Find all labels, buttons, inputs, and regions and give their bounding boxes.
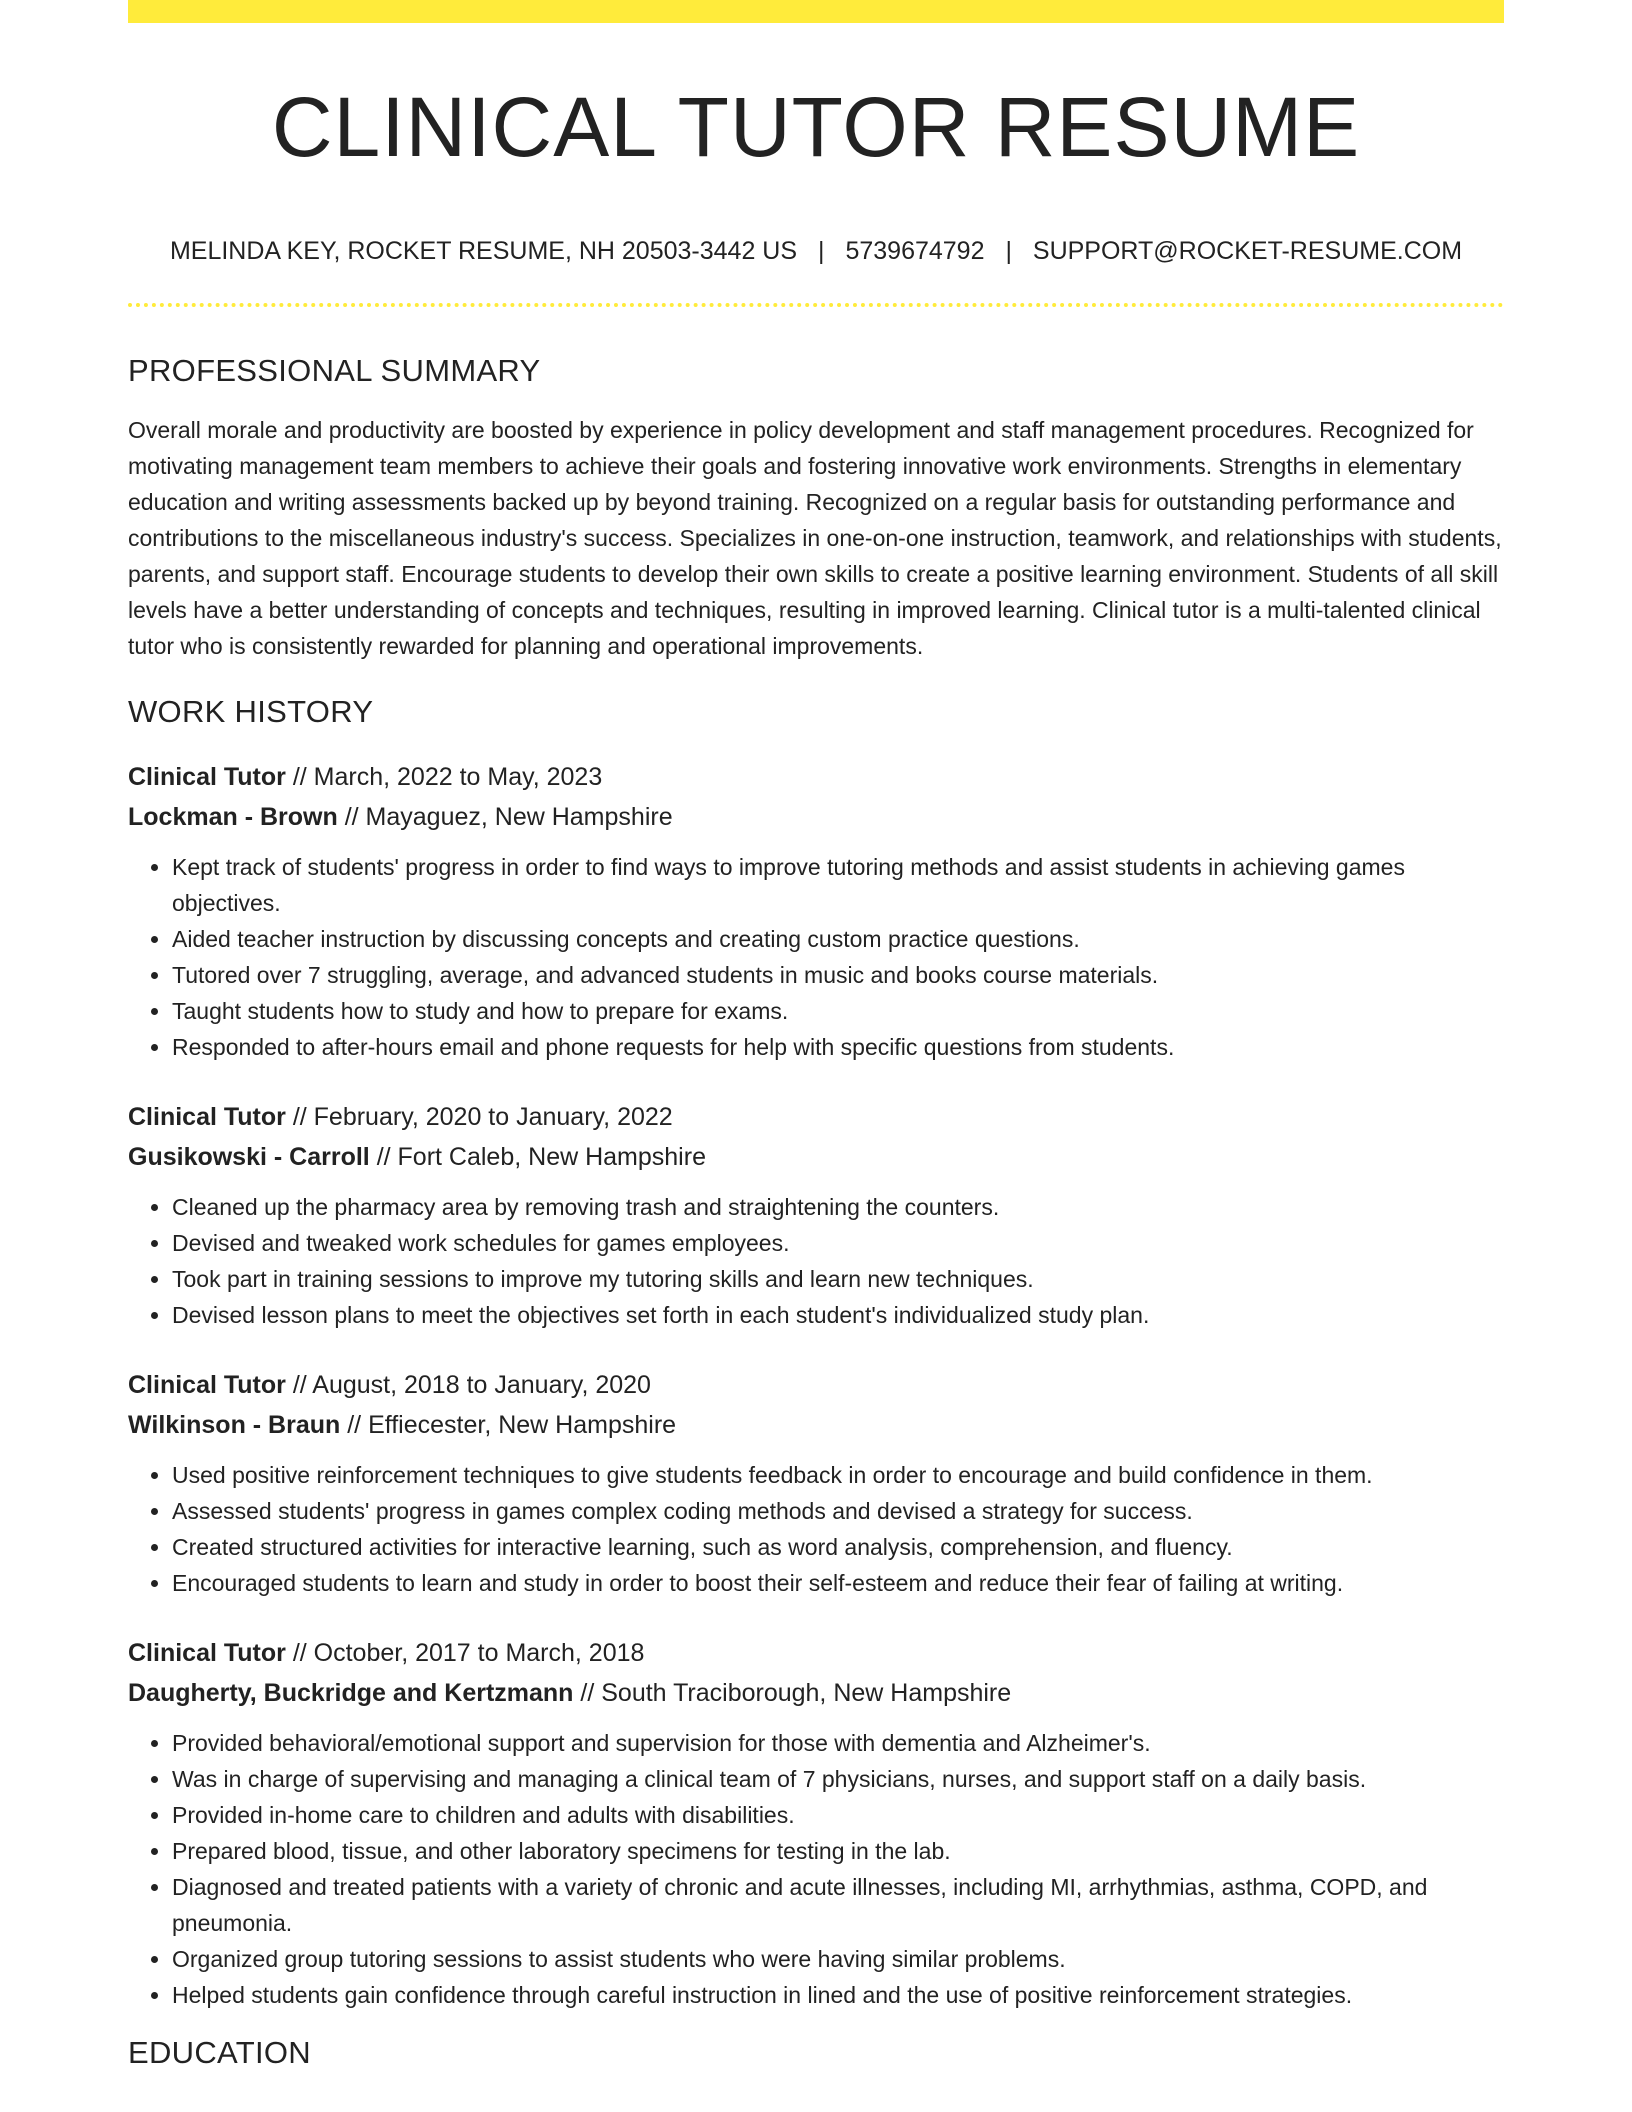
job-bullet: • Diagnosed and treated patients with a variety of chronic and acute illnesses, including MI, arrhythmias, asthma, COPD, and pneumonia. (172, 1869, 1504, 1941)
job-location: // Mayaguez, New Hampshire (337, 803, 673, 831)
contact-email: SUPPORT@ROCKET-RESUME.COM (1032, 237, 1463, 265)
job-location: // South Traciborough, New Hampshire (573, 1679, 1012, 1707)
job-bullet: • Used positive reinforcement techniques to give students feedback in order to encourage and build confidence in them. (172, 1457, 1504, 1493)
job-title: Clinical Tutor (128, 1371, 286, 1399)
job-location: // Fort Caleb, New Hampshire (369, 1143, 706, 1171)
job-title-line (128, 1633, 1504, 1673)
job-bullet: • Assessed students' progress in games complex coding methods and devised a strategy for success. (172, 1493, 1504, 1529)
work-history-heading: WORK HISTORY (128, 694, 374, 729)
job-company: Daugherty, Buckridge and Kertzmann (128, 1679, 574, 1707)
job-bullet: • Helped students gain confidence through careful instruction in lined and the use of positive reinforcement strategies. (172, 1977, 1504, 2013)
job-dates: // August, 2018 to January, 2020 (285, 1371, 651, 1399)
job-bullet: • Responded to after-hours email and phone requests for help with specific questions from students. (172, 1029, 1504, 1065)
job-location: // Effiecester, New Hampshire (340, 1411, 677, 1439)
job-bullet: • Kept track of students' progress in order to find ways to improve tutoring methods and assist students in achieving games objectives. (172, 849, 1504, 921)
contact-phone: 5739674792 (845, 237, 985, 265)
job-entry (128, 1633, 1504, 2013)
job-bullet-list (128, 1725, 1504, 2013)
dotted-divider (128, 303, 1504, 307)
job-bullet-list (128, 1457, 1504, 1601)
job-company-line (128, 797, 1504, 837)
job-bullet: • Encouraged students to learn and study in order to boost their self-esteem and reduce their fear of failing at writing. (172, 1565, 1504, 1601)
job-company-line (128, 1405, 1504, 1445)
job-company: Gusikowski - Carroll (128, 1143, 370, 1171)
job-bullet-list (128, 1189, 1504, 1333)
job-title-line (128, 1097, 1504, 1137)
job-bullet: • Devised and tweaked work schedules for games employees. (172, 1225, 1504, 1261)
job-bullet: • Devised lesson plans to meet the objectives set forth in each student's individualized study plan. (172, 1297, 1504, 1333)
job-bullet: • Tutored over 7 struggling, average, and advanced students in music and books course materials. (172, 957, 1504, 993)
job-dates: // October, 2017 to March, 2018 (285, 1639, 645, 1667)
job-title: Clinical Tutor (128, 1639, 286, 1667)
job-bullet: • Cleaned up the pharmacy area by removing trash and straightening the counters. (172, 1189, 1504, 1225)
job-company: Lockman - Brown (128, 803, 338, 831)
job-dates: // March, 2022 to May, 2023 (285, 763, 603, 791)
summary-text: Overall morale and productivity are boosted by experience in policy development and staff management procedures. Recognized for motivating management team members to achieve their goals and fostering innovative work environments. Strengths in elementary education and writing assessments backed up by beyond training. Recognized on a regular basis for outstanding performance and contributions to the miscellaneous industry's success. Specializes in one-on-one instruction, teamwork, and relationships with students, parents, and support staff. Encourage students to develop their own skills to create a positive learning environment. Students of all skill levels have a better understanding of concepts and techniques, resulting in improved learning. Clinical tutor is a multi-talented clinical tutor who is consistently rewarded for planning and operational improvements. (128, 417, 1502, 659)
job-bullet: • Provided behavioral/emotional support and supervision for those with dementia and Alzheimer's. (172, 1725, 1504, 1761)
job-entry (128, 1365, 1504, 1601)
job-company: Wilkinson - Braun (128, 1411, 341, 1439)
job-bullet: • Took part in training sessions to improve my tutoring skills and learn new techniques. (172, 1261, 1504, 1297)
education-heading: EDUCATION (128, 2035, 311, 2070)
work-history-list (128, 757, 1504, 2013)
job-bullet: • Organized group tutoring sessions to assist students who were having similar problems. (172, 1941, 1504, 1977)
resume-page (128, 0, 1504, 2068)
contact-line (128, 239, 1504, 264)
contact-separator: | (818, 237, 825, 265)
resume-title: CLINICAL TUTOR RESUME (271, 80, 1361, 174)
job-bullet: • Aided teacher instruction by discussing concepts and creating custom practice questions. (172, 921, 1504, 957)
contact-address: MELINDA KEY, ROCKET RESUME, NH 20503-3442 US (169, 237, 798, 265)
job-title-line (128, 757, 1504, 797)
job-bullet: • Created structured activities for interactive learning, such as word analysis, comprehension, and fluency. (172, 1529, 1504, 1565)
job-bullet: • Prepared blood, tissue, and other laboratory specimens for testing in the lab. (172, 1833, 1504, 1869)
job-title: Clinical Tutor (128, 1103, 286, 1131)
job-company-line (128, 1137, 1504, 1177)
job-bullet: • Provided in-home care to children and adults with disabilities. (172, 1797, 1504, 1833)
contact-separator: | (1005, 237, 1012, 265)
job-bullet: • Taught students how to study and how to prepare for exams. (172, 993, 1504, 1029)
job-dates: // February, 2020 to January, 2022 (285, 1103, 673, 1131)
job-bullet: • Was in charge of supervising and managing a clinical team of 7 physicians, nurses, and support staff on a daily basis. (172, 1761, 1504, 1797)
job-bullet-list (128, 849, 1504, 1065)
job-title: Clinical Tutor (128, 763, 286, 791)
job-title-line (128, 1365, 1504, 1405)
job-entry (128, 1097, 1504, 1333)
job-entry (128, 757, 1504, 1065)
summary-heading: PROFESSIONAL SUMMARY (128, 353, 541, 388)
accent-top-bar (128, 0, 1504, 23)
job-company-line (128, 1673, 1504, 1713)
